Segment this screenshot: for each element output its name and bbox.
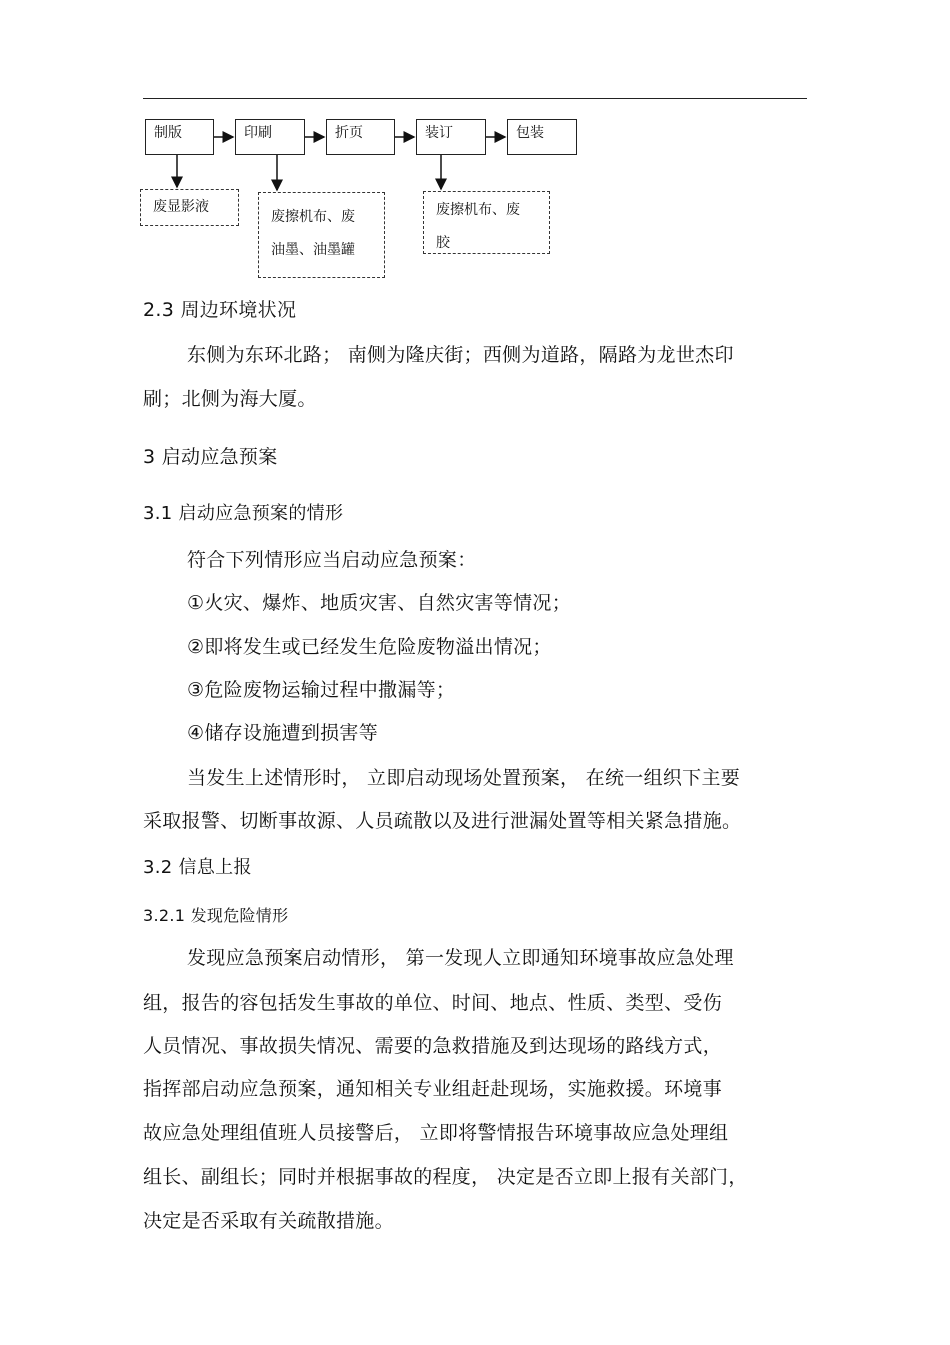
section-heading-2-3: 2.3 周边环境状况 [143,299,297,321]
step-box: 印刷 [235,119,305,155]
section-heading-3-2: 3.2 信息上报 [143,857,252,878]
paragraph-line: 指挥部启动应急预案，通知相关专业组赶赴现场，实施救援。环境事 [143,1078,723,1100]
list-item: ③危险废物运输过程中撒漏等； [187,679,456,701]
step-box: 折页 [326,119,395,155]
paragraph-line: 东侧为东环北路； 南侧为隆庆街；西侧为道路，隔路为龙世杰印 [187,344,734,366]
paragraph-line: 发现应急预案启动情形， 第一发现人立即通知环境事故应急处理 [187,947,734,969]
waste-line: 油墨、油墨罐 [271,242,355,258]
paragraph-line: 决定是否采取有关疏散措施。 [143,1210,394,1232]
waste-box [258,192,385,278]
paragraph-line: 人员情况、事故损失情况、需要的急救措施及到达现场的路线方式， [143,1035,723,1057]
waste-box [423,191,550,254]
waste-line: 废擦机布、废 [271,209,355,225]
paragraph-line: 故应急处理组值班人员接警后， 立即将警情报告环境事故应急处理组 [143,1122,729,1144]
waste-line: 废擦机布、废 [436,202,520,218]
list-item: ①火灾、爆炸、地质灾害、自然灾害等情况； [187,592,572,614]
process-flow-diagram [0,0,950,290]
section-heading-3-2-1: 3.2.1 发现危险情形 [143,906,289,925]
paragraph-line: 当发生上述情形时， 立即启动现场处置预案， 在统一组织下主要 [187,767,741,789]
waste-line: 胶 [436,235,450,251]
paragraph-line: 采取报警、切断事故源、人员疏散以及进行泄漏处置等相关紧急措施。 [143,810,742,832]
step-box: 制版 [145,119,214,155]
paragraph-line: 组，报告的容包括发生事故的单位、时间、地点、性质、类型、受伤 [143,992,723,1014]
section-heading-3-1: 3.1 启动应急预案的情形 [143,503,344,524]
list-item: ②即将发生或已经发生危险废物溢出情况； [187,636,552,658]
paragraph-line: 刷；北侧为海大厦。 [143,388,317,410]
step-box: 包装 [507,119,577,155]
waste-line: 废显影液 [153,199,209,215]
paragraph-line: 组长、副组长；同时并根据事故的程度， 决定是否立即上报有关部门， [143,1166,748,1188]
section-heading-3: 3 启动应急预案 [143,446,278,468]
list-item: ④储存设施遭到损害等 [187,722,379,744]
waste-box [140,189,239,226]
paragraph-line: 符合下列情形应当启动应急预案： [187,549,477,571]
step-box: 装订 [416,119,486,155]
